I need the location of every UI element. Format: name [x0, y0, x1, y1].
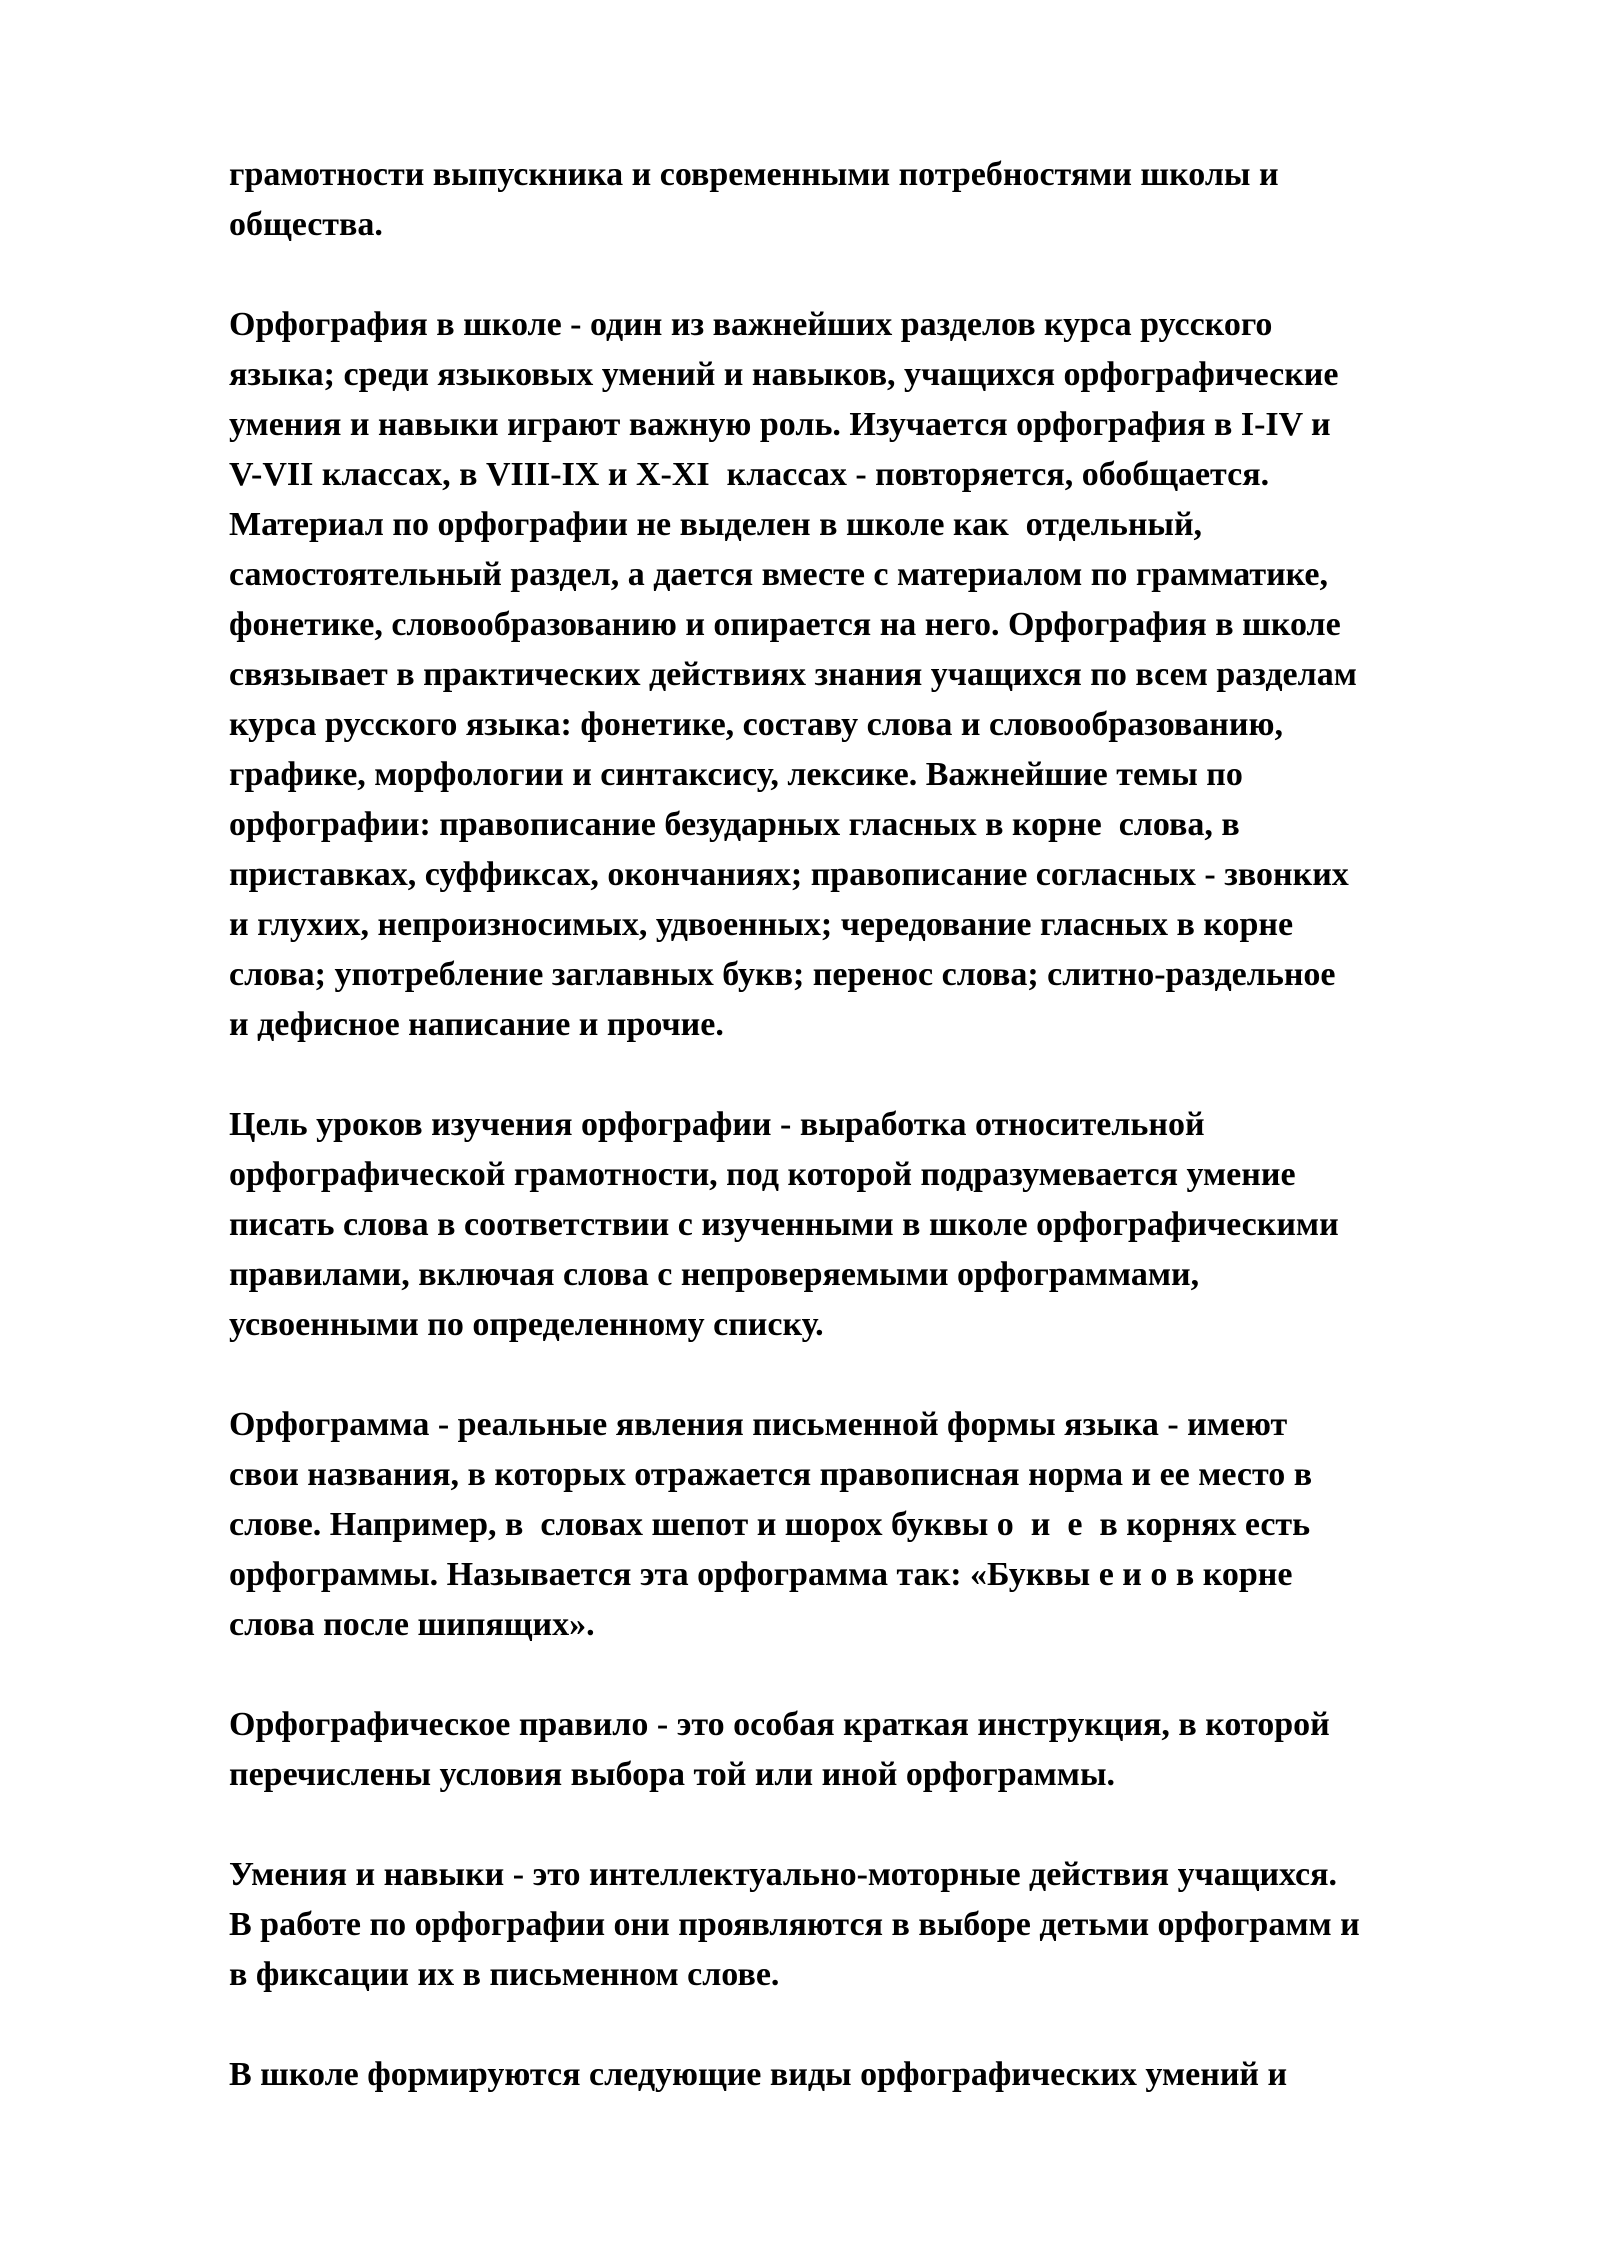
text-line: свои названия, в которых отражается правописная норма и ее место в	[229, 1456, 1313, 1493]
text-line: В школе формируются следующие виды орфографических умений и	[229, 2056, 1288, 2093]
text-line: языка; среди языковых умений и навыков, учащихся орфографические	[229, 356, 1339, 393]
text-line: усвоенными по определенному списку.	[229, 1306, 824, 1343]
paragraph-6	[229, 1850, 1529, 2000]
text-line: графике, морфологии и синтаксису, лексике. Важнейшие темы по	[229, 756, 1243, 793]
text-line: орфографии: правописание безударных гласных в корне слова, в	[229, 806, 1240, 843]
text-line: Орфограмма - реальные явления письменной формы языка - имеют	[229, 1406, 1288, 1443]
paragraph-3	[229, 1100, 1529, 1350]
text-line: связывает в практических действиях знания учащихся по всем разделам	[229, 656, 1357, 693]
paragraph-5	[229, 1700, 1529, 1800]
text-line: V-VII классах, в VIII-IX и X-XI классах - повторяется, обобщается.	[229, 456, 1270, 493]
text-line: умения и навыки играют важную роль. Изучается орфография в I-IV и	[229, 406, 1331, 443]
text-line: Материал по орфографии не выделен в школе как отдельный,	[229, 506, 1203, 543]
paragraph-spacer	[229, 1350, 1529, 1400]
paragraph-spacer	[229, 1050, 1529, 1100]
text-line: слове. Например, в словах шепот и шорох буквы о и е в корнях есть	[229, 1506, 1311, 1543]
text-line: курса русского языка: фонетике, составу слова и словообразованию,	[229, 706, 1283, 743]
text-line: Умения и навыки - это интеллектуально-моторные действия учащихся.	[229, 1856, 1338, 1893]
paragraph-spacer	[229, 2000, 1529, 2050]
text-line: писать слова в соответствии с изученными в школе орфографическими	[229, 1206, 1339, 1243]
text-line: слова после шипящих».	[229, 1606, 595, 1643]
paragraph-1	[229, 150, 1529, 250]
text-line: орфографической грамотности, под которой подразумевается умение	[229, 1156, 1296, 1193]
text-line: перечислены условия выбора той или иной орфограммы.	[229, 1756, 1115, 1793]
paragraph-2	[229, 300, 1529, 1050]
document-page	[229, 150, 1529, 2100]
text-line: общества.	[229, 206, 383, 243]
text-line: орфограммы. Называется эта орфограмма так: «Буквы е и о в корне	[229, 1556, 1293, 1593]
paragraph-spacer	[229, 1650, 1529, 1700]
text-line: правилами, включая слова с непроверяемыми орфограммами,	[229, 1256, 1200, 1293]
paragraph-7	[229, 2050, 1529, 2100]
text-line: слова; употребление заглавных букв; перенос слова; слитно-раздельное	[229, 956, 1336, 993]
text-line: самостоятельный раздел, а дается вместе с материалом по грамматике,	[229, 556, 1329, 593]
paragraph-spacer	[229, 250, 1529, 300]
text-line: приставках, суффиксах, окончаниях; правописание согласных - звонких	[229, 856, 1349, 893]
text-line: Орфография в школе - один из важнейших разделов курса русского	[229, 306, 1273, 343]
text-line: грамотности выпускника и современными потребностями школы и	[229, 156, 1279, 193]
text-line: Орфографическое правило - это особая краткая инструкция, в которой	[229, 1706, 1330, 1743]
text-line: в фиксации их в письменном слове.	[229, 1956, 780, 1993]
text-line: и дефисное написание и прочие.	[229, 1006, 724, 1043]
paragraph-spacer	[229, 1800, 1529, 1850]
text-line: Цель уроков изучения орфографии - выработка относительной	[229, 1106, 1205, 1143]
paragraph-4	[229, 1400, 1529, 1650]
text-line: фонетике, словообразованию и опирается на него. Орфография в школе	[229, 606, 1341, 643]
text-line: и глухих, непроизносимых, удвоенных; чередование гласных в корне	[229, 906, 1294, 943]
text-line: В работе по орфографии они проявляются в выборе детьми орфограмм и	[229, 1906, 1360, 1943]
